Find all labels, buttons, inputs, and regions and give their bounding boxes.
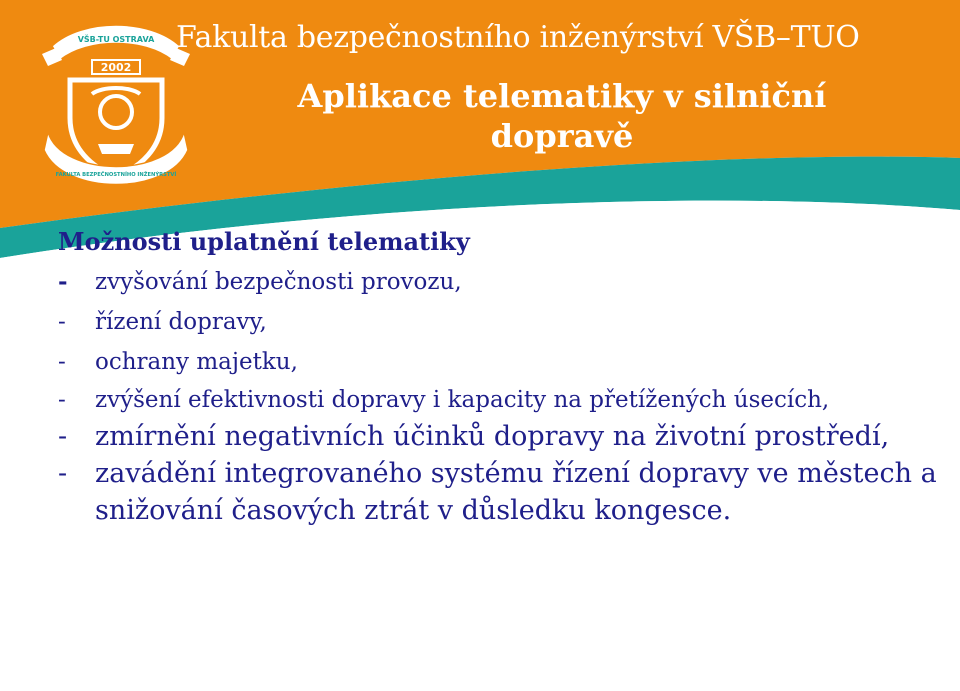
list-dash: -: [58, 458, 68, 489]
bullet-list: [58, 262, 938, 529]
list-item: [58, 342, 938, 382]
course-title: Aplikace telematiky v silniční dopravě: [297, 77, 827, 155]
list-item-text: zvyšování bezpečnosti provozu,: [95, 269, 462, 295]
list-item: [58, 302, 938, 342]
list-item-text: zavádění integrovaného systému řízení dopravy ve městech a snižování časových ztrát v důsledku kongesce.: [95, 458, 937, 526]
list-item: [58, 455, 938, 529]
list-dash: -: [58, 349, 66, 375]
faculty-name: Fakulta bezpečnostního inženýrství VŠB–TUO: [176, 20, 860, 55]
list-dash: -: [58, 309, 66, 335]
list-dash: -: [58, 387, 66, 413]
slide-content: [58, 226, 938, 529]
list-item-text: zmírnění negativních účinků dopravy na životní prostředí,: [95, 421, 890, 452]
list-item-text: zvýšení efektivnosti dopravy i kapacity na přetížených úsecích,: [95, 387, 830, 413]
logo-year: 2002: [100, 61, 132, 74]
list-dash: -: [58, 421, 68, 452]
list-item: [58, 262, 938, 302]
list-item-text: řízení dopravy,: [95, 309, 267, 335]
logo-top-text: VŠB-TU OSTRAVA: [77, 35, 155, 44]
faculty-seal-icon: [42, 8, 190, 198]
list-item-text: ochrany majetku,: [95, 349, 298, 375]
slide-heading: Možnosti uplatnění telematiky: [58, 227, 470, 256]
list-item: [58, 418, 938, 455]
list-dash: -: [58, 268, 68, 295]
list-item: [58, 382, 938, 418]
logo-bottom-text: FAKULTA BEZPEČNOSTNÍHO INŽENÝRSTVÍ: [55, 172, 177, 178]
